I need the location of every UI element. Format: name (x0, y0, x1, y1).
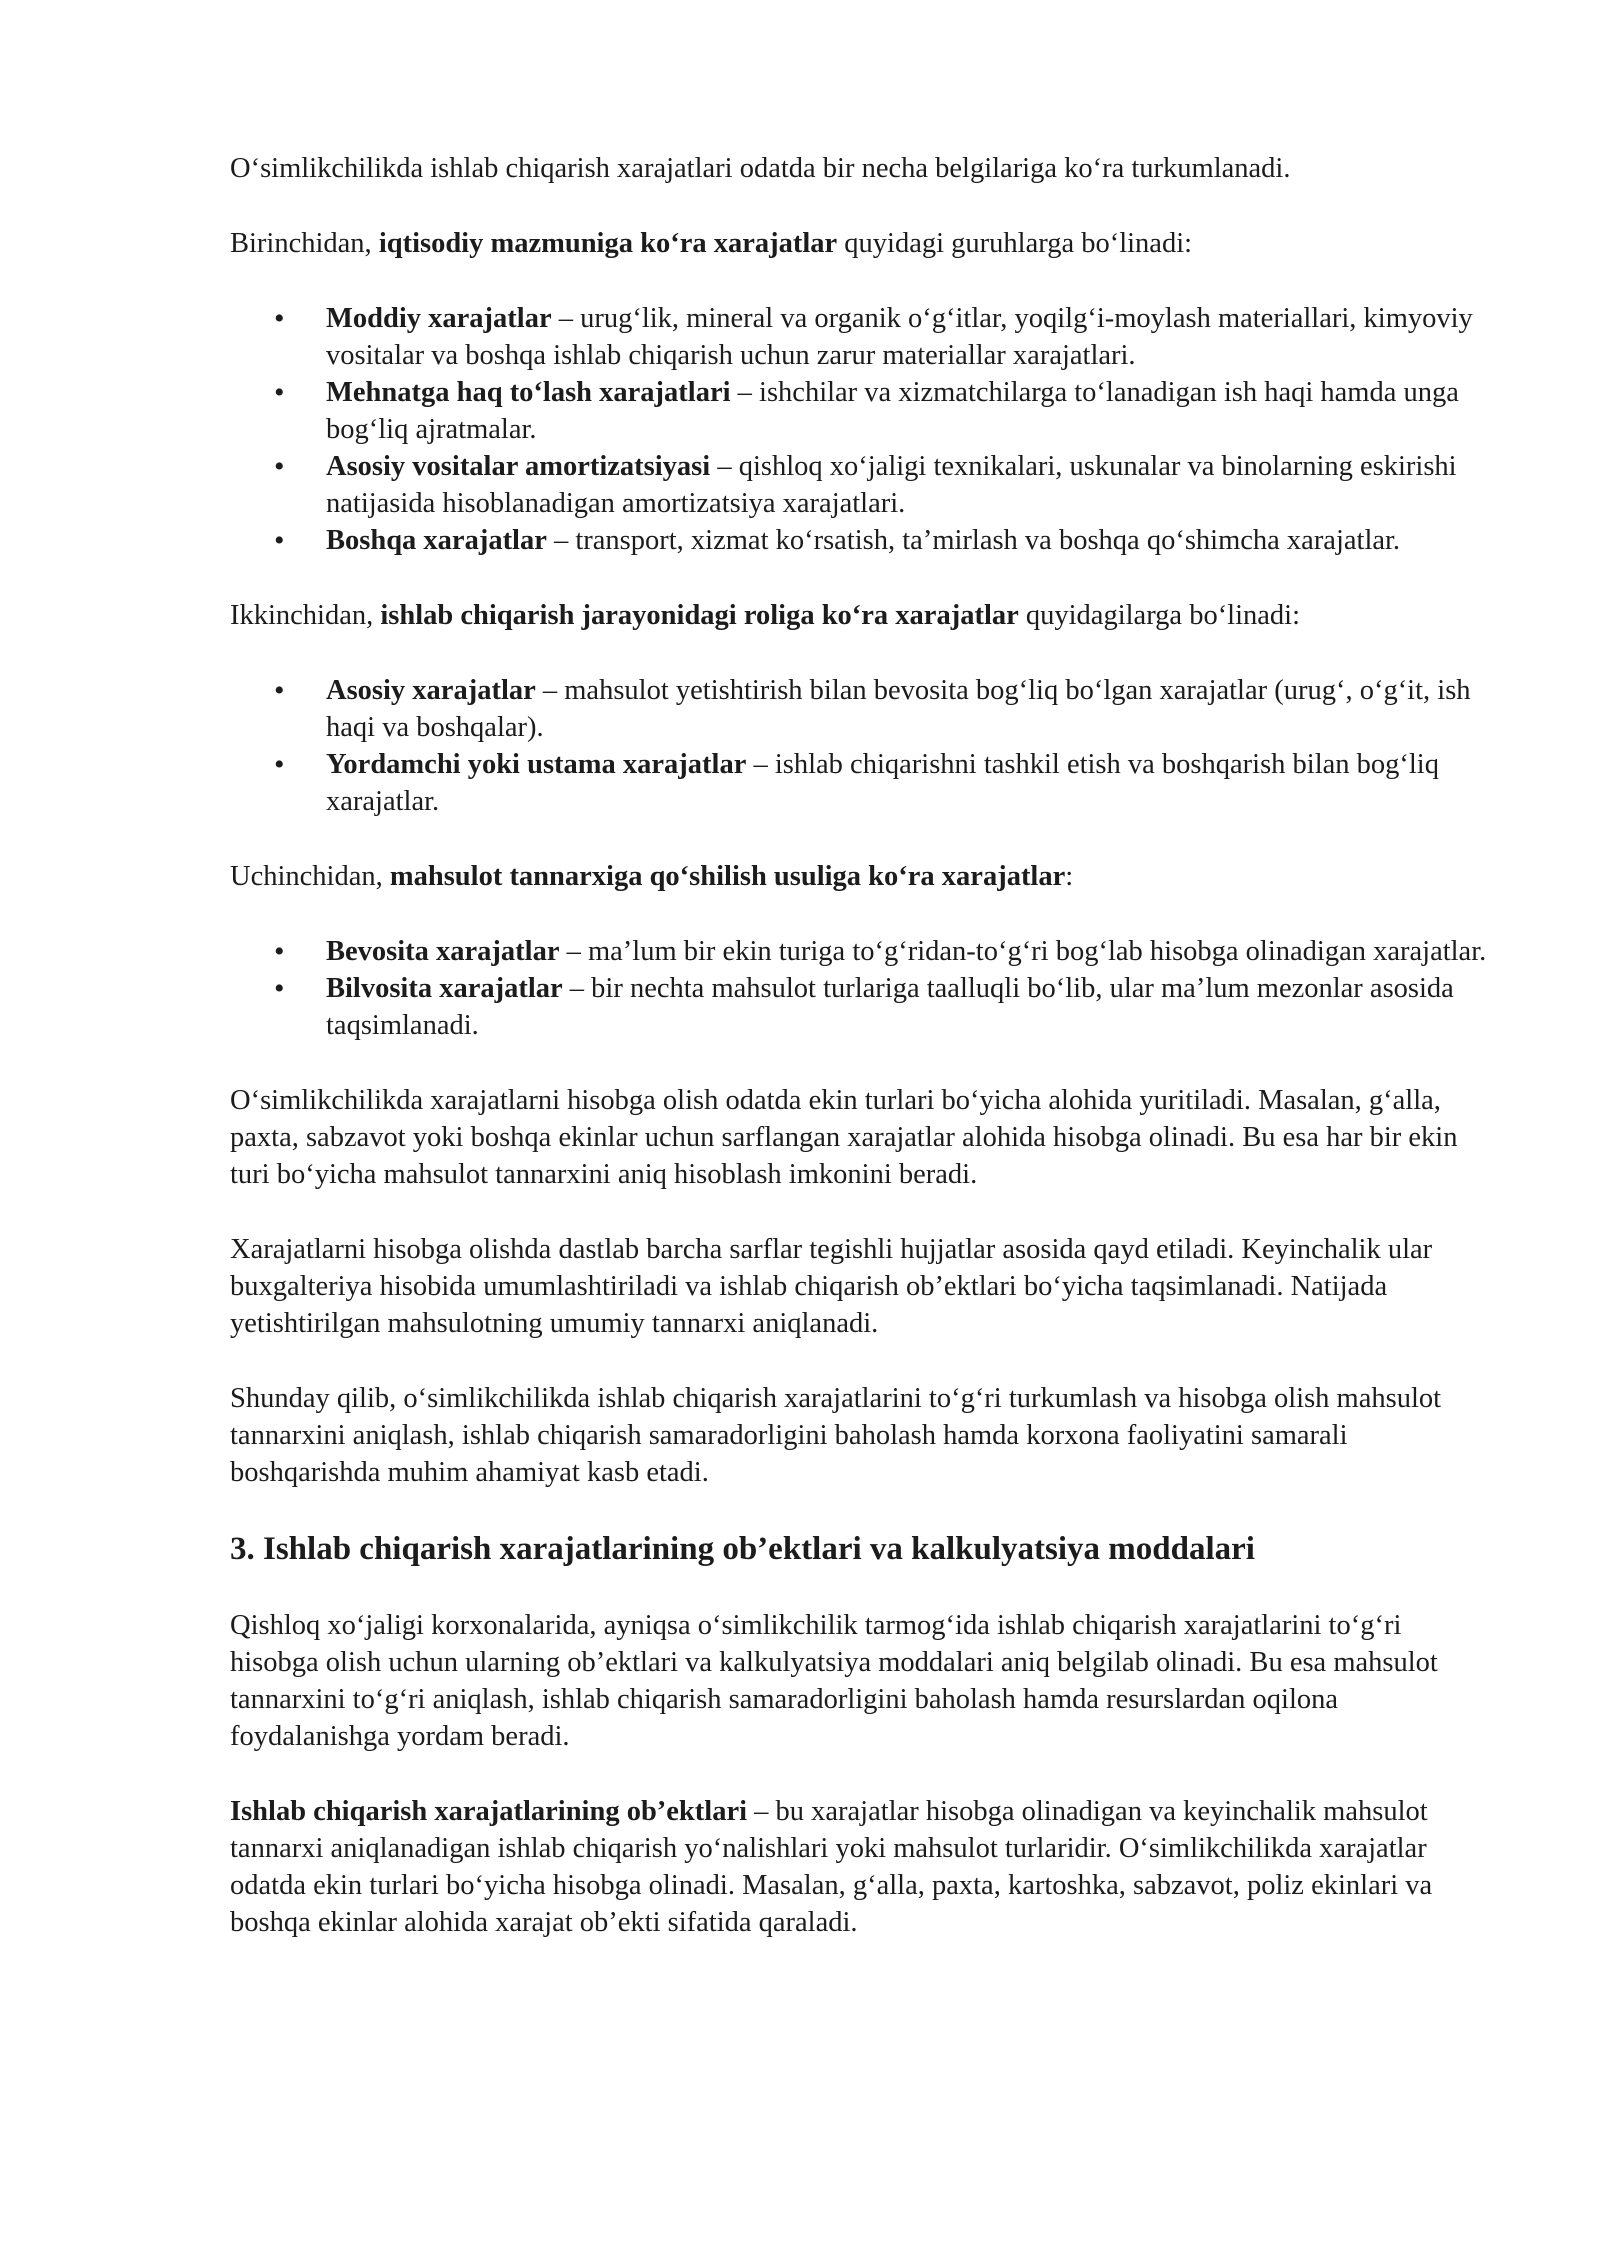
economic-cost-list (230, 300, 1490, 559)
list-item (326, 522, 1490, 559)
list-item-desc: – ishlab chiqarishni tashkil etish va boshqarish bilan bog‘liq xarajatlar. (326, 749, 1439, 817)
bold-term: iqtisodiy mazmuniga ko‘ra xarajatlar (378, 228, 838, 259)
classification-method-intro (230, 858, 1490, 895)
text-tail: quyidagilarga bo‘linadi: (1018, 600, 1301, 631)
text-tail: : (1065, 861, 1074, 892)
list-item (326, 448, 1490, 522)
list-item (326, 970, 1490, 1044)
list-item-desc: – ma’lum bir ekin turiga to‘g‘ridan-to‘g‘ri bog‘lab hisobga olinadigan xarajatlar. (559, 936, 1487, 967)
list-item (326, 672, 1490, 746)
body-paragraph: O‘simlikchilikda xarajatlarni hisobga olish odatda ekin turlari bo‘yicha alohida yuritiladi. Masalan, g‘alla, paxta, sabzavot yoki boshqa ekinlar uchun sarflangan xarajatlar alohida hisobga olinadi. Bu esa har bir ekin turi bo‘yicha mahsulot tannarxini aniq hisoblash imkonini beradi. (230, 1085, 1458, 1190)
method-cost-list (230, 933, 1490, 1044)
text-lead: Ikkinchidan, (230, 600, 381, 631)
bold-term: Asosiy xarajatlar (326, 675, 536, 706)
list-item (326, 933, 1490, 970)
text-lead: Birinchidan, (230, 228, 379, 259)
intro-paragraph: O‘simlikchilikda ishlab chiqarish xarajatlari odatda bir necha belgilariga ko‘ra turkumlanadi. (230, 153, 1291, 184)
body-paragraph: Xarajatlarni hisobga olishda dastlab barcha sarflar tegishli hujjatlar asosida qayd etiladi. Keyinchalik ular buxgalteriya hisobida umumlashtiriladi va ishlab chiqarish ob’ektlari bo‘yicha taqsimlanadi. Natijada yetishtirilgan mahsulotning umumiy tannarxi aniqlanadi. (230, 1234, 1433, 1339)
text-tail: quyidagi guruhlarga bo‘linadi: (837, 228, 1193, 259)
list-item-desc: – transport, xizmat ko‘rsatish, ta’mirlash va boshqa qo‘shimcha xarajatlar. (546, 525, 1401, 556)
list-item (326, 746, 1490, 820)
bold-term: Ishlab chiqarish xarajatlarining ob’ektlari (230, 1796, 748, 1827)
classification-economic-intro (230, 225, 1490, 262)
bold-term: Moddiy xarajatlar (326, 303, 552, 334)
section-heading: 3. Ishlab chiqarish xarajatlarining ob’ektlari va kalkulyatsiya moddalari (230, 1531, 1255, 1567)
bold-term: Boshqa xarajatlar (326, 525, 547, 556)
classification-role-intro (230, 597, 1490, 634)
bold-term: mahsulot tannarxiga qo‘shilish usuliga ko‘ra xarajatlar (389, 861, 1066, 892)
list-item (326, 374, 1490, 448)
bold-term: Mehnatga haq to‘lash xarajatlari (326, 377, 731, 408)
conclusion-paragraph: Shunday qilib, o‘simlikchilikda ishlab chiqarish xarajatlarini to‘g‘ri turkumlash va hisobga olish mahsulot tannarxini aniqlash, ishlab chiqarish samaradorligini baholash hamda korxona faoliyatini samarali boshqarishda muhim ahamiyat kasb etadi. (230, 1383, 1442, 1488)
text-lead: Uchinchidan, (230, 861, 390, 892)
list-item-desc: – mahsulot yetishtirish bilan bevosita bog‘liq bo‘lgan xarajatlar (urug‘, o‘g‘it, ish haqi va boshqalar). (326, 675, 1471, 743)
list-item (326, 300, 1490, 374)
bold-term: Asosiy vositalar amortizatsiyasi (326, 451, 711, 482)
role-cost-list (230, 672, 1490, 820)
definition-paragraph (230, 1793, 1490, 1941)
list-item-desc: – ishchilar va xizmatchilarga to‘lanadigan ish haqi hamda unga bog‘liq ajratmalar. (326, 377, 1459, 445)
body-paragraph: Qishloq xo‘jaligi korxonalarida, ayniqsa o‘simlikchilik tarmog‘ida ishlab chiqarish xarajatlarini to‘g‘ri hisobga olish uchun ularning ob’ektlari va kalkulyatsiya moddalari aniq belgilab olinadi. Bu esa mahsulot tannarxini to‘g‘ri aniqlash, ishlab chiqarish samaradorligini baholash hamda resurslardan oqilona foydalanishga yordam beradi. (230, 1610, 1438, 1752)
bold-term: ishlab chiqarish jarayonidagi roliga ko‘ra xarajatlar (380, 600, 1019, 631)
bold-term: Bevosita xarajatlar (326, 936, 560, 967)
list-item-desc: – qishloq xo‘jaligi texnikalari, uskunalar va binolarning eskirishi natijasida hisoblanadigan amortizatsiya xarajatlari. (326, 451, 1457, 519)
list-item-desc: – urug‘lik, mineral va organik o‘g‘itlar, yoqilg‘i-moylash materiallari, kimyoviy vositalar va boshqa ishlab chiqarish uchun zarur materiallar xarajatlari. (326, 303, 1473, 371)
list-item-desc: – bir nechta mahsulot turlariga taalluqli bo‘lib, ular ma’lum mezonlar asosida taqsimlanadi. (326, 973, 1454, 1041)
bold-term: Bilvosita xarajatlar (326, 973, 563, 1004)
text-tail: – bu xarajatlar hisobga olinadigan va keyinchalik mahsulot tannarxi aniqlanadigan ishlab chiqarish yo‘nalishlari yoki mahsulot turlaridir. O‘simlikchilikda xarajatlar odatda ekin turlari bo‘yicha hisobga olinadi. Masalan, g‘alla, paxta, kartoshka, sabzavot, poliz ekinlari va boshqa ekinlar alohida xarajat ob’ekti sifatida qaraladi. (230, 1796, 1433, 1938)
bold-term: Yordamchi yoki ustama xarajatlar (326, 749, 747, 780)
